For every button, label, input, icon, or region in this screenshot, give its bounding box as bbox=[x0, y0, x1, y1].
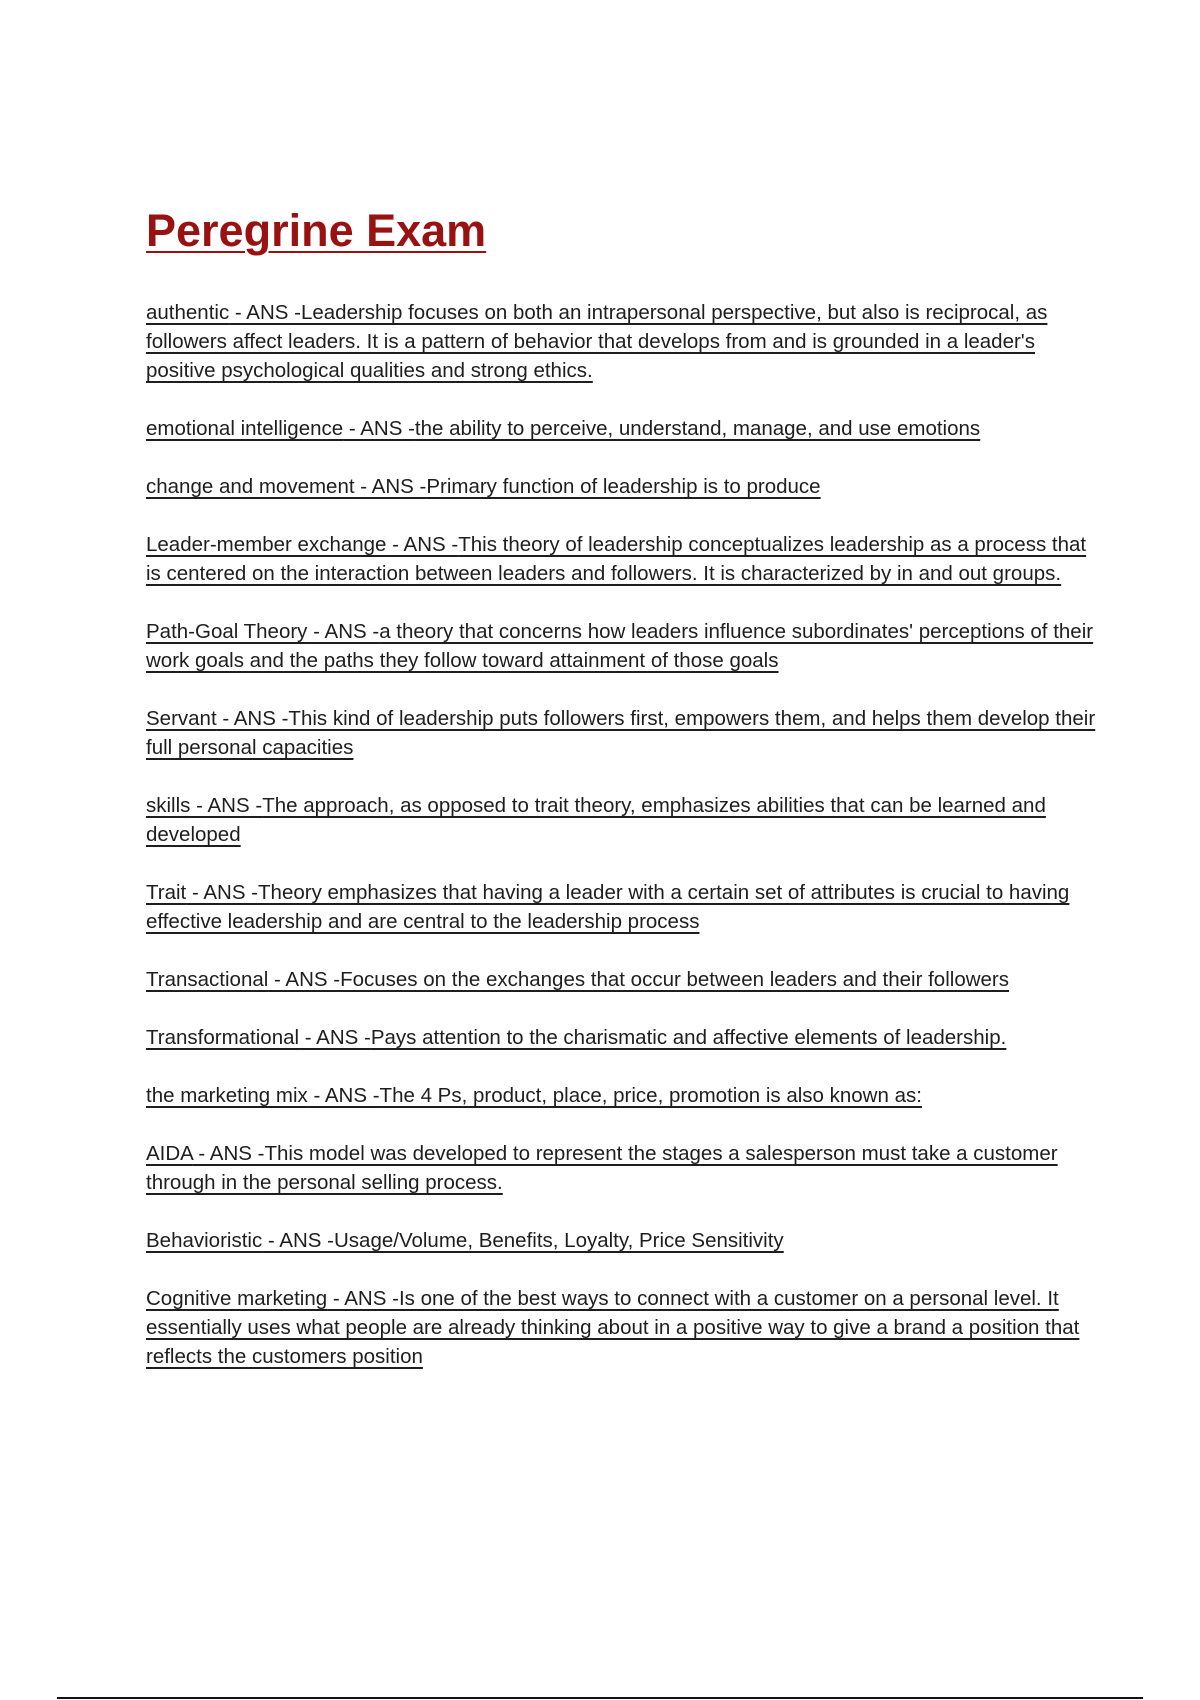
entry-separator: - ANS - bbox=[327, 1287, 399, 1310]
entry-transformational bbox=[146, 1023, 1096, 1052]
entry-skills bbox=[146, 791, 1096, 849]
footer-rule bbox=[57, 1697, 1143, 1699]
entry-answer: Theory emphasizes that having a leader with a certain set of attributes is crucial to having effective leadership and are central to the leadership process bbox=[146, 881, 1070, 933]
entry-list bbox=[146, 298, 1096, 1400]
entry-transactional bbox=[146, 965, 1096, 994]
entry-separator: - ANS - bbox=[229, 301, 301, 324]
entry-term: Cognitive marketing bbox=[146, 1287, 328, 1310]
entry-separator: - ANS - bbox=[186, 881, 259, 904]
entry-term: authentic bbox=[146, 301, 230, 324]
entry-marketing-mix bbox=[146, 1081, 1096, 1110]
entry-path-goal-theory bbox=[146, 617, 1096, 675]
entry-term: Transactional bbox=[146, 968, 269, 991]
entry-answer: This kind of leadership puts followers first, empowers them, and helps them develop their full personal capacities bbox=[146, 707, 1096, 759]
entry-answer: Pays attention to the charismatic and affective elements of leadership. bbox=[370, 1026, 1007, 1049]
entry-answer: the ability to perceive, understand, manage, and use emotions bbox=[414, 417, 981, 440]
entry-term: the marketing mix bbox=[146, 1084, 308, 1107]
entry-separator: - ANS - bbox=[386, 533, 459, 556]
entry-trait bbox=[146, 878, 1096, 936]
entry-term: Trait bbox=[146, 881, 187, 904]
entry-separator: - ANS - bbox=[307, 1084, 380, 1107]
entry-answer: a theory that concerns how leaders influence subordinates' perceptions of their work goals and the paths they follow toward attainment of those goals bbox=[146, 620, 1094, 672]
page-title: Peregrine Exam bbox=[146, 205, 487, 256]
entry-cognitive-marketing bbox=[146, 1284, 1096, 1371]
entry-separator: - ANS - bbox=[268, 968, 341, 991]
entry-behavioristic bbox=[146, 1226, 1096, 1255]
entry-term: skills bbox=[146, 794, 191, 817]
entry-term: Transformational bbox=[146, 1026, 300, 1049]
entry-aida bbox=[146, 1139, 1096, 1197]
entry-term: emotional intelligence bbox=[146, 417, 344, 440]
entry-separator: - ANS - bbox=[343, 417, 415, 440]
entry-answer: Is one of the best ways to connect with a customer on a personal level. It essentially uses what people are already thinking about in a positive way to give a brand a position that reflects the customers position bbox=[146, 1287, 1080, 1368]
entry-term: Path-Goal Theory bbox=[146, 620, 308, 643]
entry-answer: Primary function of leadership is to produce bbox=[426, 475, 821, 498]
entry-term: AIDA bbox=[146, 1142, 193, 1165]
entry-term: Servant bbox=[146, 707, 217, 730]
entry-servant bbox=[146, 704, 1096, 762]
entry-separator: - ANS - bbox=[354, 475, 427, 498]
entry-term: Leader-member exchange bbox=[146, 533, 387, 556]
entry-answer: Usage/Volume, Benefits, Loyalty, Price Sensitivity bbox=[333, 1229, 784, 1252]
entry-answer: This theory of leadership conceptualizes leadership as a process that is centered on the interaction between leaders and followers. It is characterized by in and out groups. bbox=[146, 533, 1087, 585]
entry-separator: - ANS - bbox=[216, 707, 289, 730]
entry-answer: This model was developed to represent the stages a salesperson must take a customer through in the personal selling process. bbox=[146, 1142, 1058, 1194]
entry-answer: The approach, as opposed to trait theory, emphasizes abilities that can be learned and developed bbox=[146, 794, 1046, 846]
entry-answer: The 4 Ps, product, place, price, promotion is also known as: bbox=[379, 1084, 922, 1107]
entry-answer: Focuses on the exchanges that occur between leaders and their followers bbox=[340, 968, 1010, 991]
entry-emotional-intelligence bbox=[146, 414, 1096, 443]
entry-term: Behavioristic bbox=[146, 1229, 263, 1252]
entry-separator: - ANS - bbox=[307, 620, 380, 643]
entry-leader-member-exchange bbox=[146, 530, 1096, 588]
entry-separator: - ANS - bbox=[299, 1026, 371, 1049]
entry-separator: - ANS - bbox=[190, 794, 263, 817]
entry-term: change and movement bbox=[146, 475, 355, 498]
entry-answer: Leadership focuses on both an intrapersonal perspective, but also is reciprocal, as followers affect leaders. It is a pattern of behavior that develops from and is grounded in a leader's positive psychological qualities and strong ethics. bbox=[146, 301, 1048, 382]
entry-authentic bbox=[146, 298, 1096, 385]
entry-change-and-movement bbox=[146, 472, 1096, 501]
entry-separator: - ANS - bbox=[192, 1142, 265, 1165]
entry-separator: - ANS - bbox=[262, 1229, 334, 1252]
